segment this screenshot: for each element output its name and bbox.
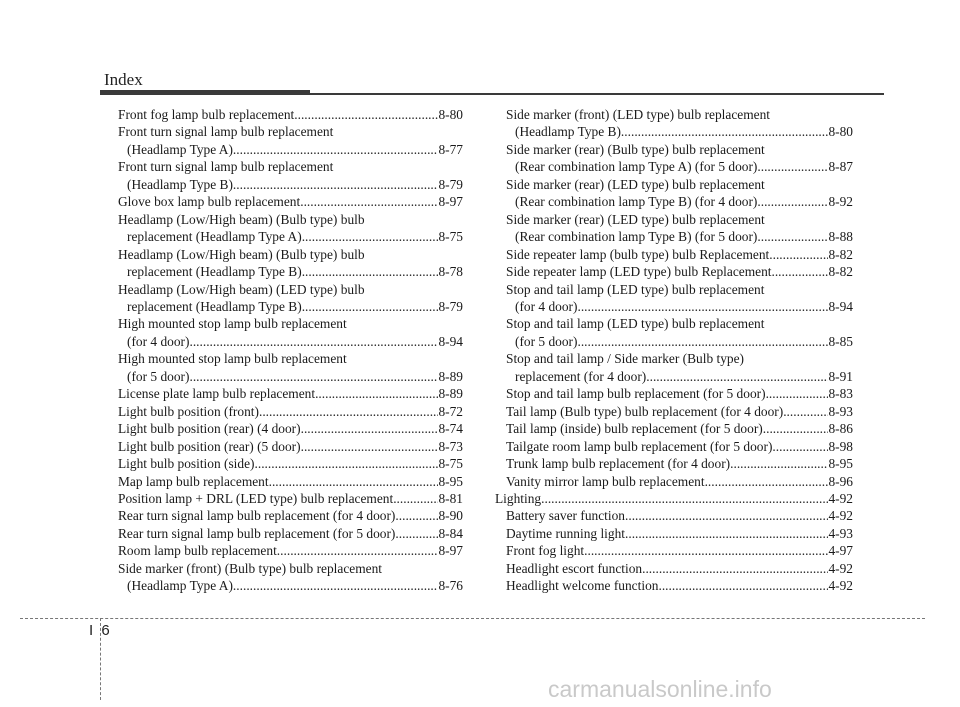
- dot-leader: [395, 525, 438, 542]
- entry-text: Daytime running light: [506, 525, 626, 541]
- page-reference: 8-83: [828, 386, 853, 402]
- page-reference: 8-96: [828, 473, 853, 489]
- page-reference: 4-93: [828, 525, 853, 541]
- index-entry: [495, 385, 853, 402]
- page-number: [89, 622, 112, 639]
- dot-leader: [769, 246, 828, 263]
- page-reference: 8-85: [828, 333, 853, 349]
- index-entry: [118, 420, 463, 437]
- entry-text: Side repeater lamp (bulb type) bulb Replacement: [506, 246, 770, 262]
- page-reference: 8-74: [438, 421, 463, 437]
- entry-text: Light bulb position (rear) (4 door): [118, 421, 301, 437]
- index-entry: [495, 106, 853, 141]
- page-title: Index: [104, 70, 143, 89]
- page-reference: 8-80: [438, 107, 463, 122]
- index-entry: [118, 350, 463, 385]
- index-entry: [495, 577, 853, 594]
- page-reference: 8-88: [828, 229, 853, 245]
- dot-leader: [763, 420, 829, 437]
- dot-leader: [233, 141, 439, 158]
- footer-rule: [20, 618, 925, 619]
- entry-text: Map lamp bulb replacement: [118, 473, 269, 489]
- page-reference: 8-91: [828, 368, 853, 384]
- page-reference: 4-92: [828, 560, 853, 576]
- index-entry: [495, 246, 853, 263]
- entry-text: Front fog light: [506, 543, 585, 559]
- dot-leader: [772, 438, 828, 455]
- dot-leader: [233, 176, 439, 193]
- index-entry: [495, 263, 853, 280]
- dot-leader: [584, 542, 828, 559]
- entry-text: Rear turn signal lamp bulb replacement (for 5 door): [118, 525, 396, 541]
- page-reference: 8-92: [828, 194, 853, 210]
- index-entry: [495, 507, 853, 524]
- index-entry: [495, 525, 853, 542]
- dot-leader: [302, 228, 439, 245]
- entry-text: Headlamp (Low/High beam) (Bulb type) bulb: [118, 246, 365, 262]
- entry-text: Position lamp + DRL (LED type) bulb replacement: [118, 490, 394, 506]
- entry-text: High mounted stop lamp bulb replacement: [118, 316, 347, 332]
- page-reference: 8-84: [438, 525, 463, 541]
- section-letter: I: [89, 622, 96, 639]
- page-reference: 8-76: [438, 578, 463, 594]
- index-entry: [118, 473, 463, 490]
- entry-text: Trunk lamp bulb replacement (for 4 door): [506, 456, 731, 472]
- watermark: carmanualsonline.info: [548, 676, 772, 702]
- entry-text: Light bulb position (front): [118, 403, 259, 419]
- index-entry: [495, 315, 853, 350]
- entry-text: Glove box lamp bulb replacement: [118, 194, 301, 210]
- index-entry: [495, 141, 853, 176]
- entry-text: (for 4 door): [515, 298, 578, 314]
- entry-text: Front turn signal lamp bulb replacement: [118, 159, 334, 175]
- entry-text: (Headlamp Type A): [127, 141, 233, 157]
- entry-text: (Headlamp Type B): [127, 176, 233, 192]
- dot-leader: [541, 490, 828, 507]
- page-reference: 8-79: [438, 176, 463, 192]
- dot-leader: [302, 298, 439, 315]
- entry-text: replacement (Headlamp Type B): [127, 264, 302, 280]
- page-reference: 8-98: [828, 438, 853, 454]
- dot-leader: [766, 385, 829, 402]
- dot-leader: [625, 525, 828, 542]
- dot-leader: [783, 403, 828, 420]
- dot-leader: [757, 158, 828, 175]
- entry-text: (Rear combination lamp Type B) (for 4 door): [515, 194, 758, 210]
- entry-text: (Headlamp Type A): [127, 578, 233, 594]
- index-column-right: [495, 106, 853, 595]
- entry-text: replacement (Headlamp Type A): [127, 229, 302, 245]
- entry-text: Side marker (front) (Bulb type) bulb replacement: [118, 560, 383, 576]
- entry-text: (for 4 door): [127, 333, 190, 349]
- page-reference: 8-93: [828, 403, 853, 419]
- entry-text: Light bulb position (rear) (5 door): [118, 438, 301, 454]
- entry-text: Headlamp (Low/High beam) (LED type) bulb: [118, 281, 365, 297]
- entry-text: Vanity mirror lamp bulb replacement: [506, 473, 705, 489]
- entry-text: Battery saver function: [506, 508, 625, 524]
- index-entry: [495, 560, 853, 577]
- page-reference: 8-81: [438, 490, 463, 506]
- page-reference: 8-94: [438, 333, 463, 349]
- dot-leader: [269, 473, 439, 490]
- dot-leader: [395, 507, 438, 524]
- entry-text: Side marker (rear) (LED type) bulb replacement: [506, 211, 765, 227]
- dot-leader: [255, 455, 439, 472]
- dot-leader: [277, 542, 439, 559]
- index-entry: [495, 542, 853, 559]
- page-reference: 8-82: [828, 246, 853, 262]
- entry-text: (Rear combination lamp Type A) (for 5 door): [515, 159, 758, 175]
- entry-text: Room lamp bulb replacement: [118, 543, 277, 559]
- dot-leader: [705, 473, 829, 490]
- entry-text: Stop and tail lamp (LED type) bulb replacement: [506, 316, 765, 332]
- entry-text: (Rear combination lamp Type B) (for 5 door): [515, 229, 758, 245]
- index-entry: [118, 281, 463, 316]
- page-reference: 8-73: [438, 438, 463, 454]
- page-reference: 8-80: [828, 124, 853, 140]
- entry-text: Tail lamp (inside) bulb replacement (for 5 door): [506, 421, 763, 437]
- page-reference: 4-97: [828, 543, 853, 559]
- dot-leader: [315, 385, 438, 402]
- page-reference: 4-92: [828, 490, 853, 506]
- dot-leader: [233, 577, 439, 594]
- entry-text: Side repeater lamp (LED type) bulb Replacement: [506, 264, 772, 280]
- entry-text: Light bulb position (side): [118, 456, 255, 472]
- entry-text: Side marker (rear) (Bulb type) bulb replacement: [506, 141, 765, 157]
- index-entry: [118, 315, 463, 350]
- header-rule-thin: [310, 93, 884, 95]
- index-entry: [495, 211, 853, 246]
- index-entry: [495, 350, 853, 385]
- index-entry: [495, 455, 853, 472]
- page-reference: 8-97: [438, 194, 463, 210]
- index-entry: [495, 403, 853, 420]
- index-entry: [118, 385, 463, 402]
- dot-leader: [189, 333, 438, 350]
- index-entry: [495, 176, 853, 211]
- dot-leader: [189, 368, 438, 385]
- index-entry: [118, 455, 463, 472]
- page-reference: 8-94: [828, 298, 853, 314]
- dot-leader: [393, 490, 438, 507]
- page-reference: 8-89: [438, 386, 463, 402]
- page-reference: 4-92: [828, 508, 853, 524]
- page-reference: 8-75: [438, 456, 463, 472]
- index-entry: [118, 193, 463, 210]
- page-reference: 8-95: [438, 473, 463, 489]
- dot-leader: [577, 333, 828, 350]
- entry-text: (Headlamp Type B): [515, 124, 621, 140]
- dot-leader: [300, 193, 438, 210]
- dot-leader: [301, 438, 439, 455]
- page-reference: 8-75: [438, 229, 463, 245]
- index-entry: [118, 525, 463, 542]
- dot-leader: [730, 455, 828, 472]
- page-reference: 8-90: [438, 508, 463, 524]
- entry-text: (for 5 door): [127, 368, 190, 384]
- index-entry: [118, 560, 463, 595]
- index-entry: [118, 438, 463, 455]
- entry-text: (for 5 door): [515, 333, 578, 349]
- index-entry: [118, 542, 463, 559]
- entry-text: Headlamp (Low/High beam) (Bulb type) bulb: [118, 211, 365, 227]
- entry-text: Lighting: [495, 490, 542, 506]
- dot-leader: [259, 403, 438, 420]
- page-reference: 8-79: [438, 298, 463, 314]
- header-rule-thick: [100, 90, 310, 95]
- entry-text: Side marker (front) (LED type) bulb replacement: [506, 107, 770, 122]
- entry-text: Side marker (rear) (LED type) bulb replacement: [506, 176, 765, 192]
- entry-text: replacement (Headlamp Type B): [127, 298, 302, 314]
- entry-text: Headlight welcome function: [506, 578, 659, 594]
- page-reference: 8-78: [438, 264, 463, 280]
- index-entry: [118, 158, 463, 193]
- page-reference: 8-86: [828, 421, 853, 437]
- entry-text: Stop and tail lamp bulb replacement (for 5 door): [506, 386, 766, 402]
- index-entry: [118, 106, 463, 123]
- index-entry: [118, 507, 463, 524]
- index-entry: [118, 403, 463, 420]
- index-entry: [495, 490, 853, 507]
- dot-leader: [646, 368, 828, 385]
- dot-leader: [294, 106, 438, 123]
- index-column-left: [118, 106, 463, 595]
- entry-text: Front fog lamp bulb replacement: [118, 107, 295, 122]
- page-reference: 4-92: [828, 578, 853, 594]
- page-reference: 8-95: [828, 456, 853, 472]
- index-entry: [118, 246, 463, 281]
- page-reference: 8-89: [438, 368, 463, 384]
- page-reference: 8-97: [438, 543, 463, 559]
- page-digit: 6: [101, 622, 112, 639]
- index-entry: [495, 473, 853, 490]
- entry-text: Stop and tail lamp (LED type) bulb replacement: [506, 281, 765, 297]
- entry-text: Tailgate room lamp bulb replacement (for 5 door): [506, 438, 773, 454]
- dot-leader: [302, 263, 439, 280]
- dot-leader: [771, 263, 828, 280]
- entry-text: Front turn signal lamp bulb replacement: [118, 124, 334, 140]
- dot-leader: [621, 123, 829, 140]
- dot-leader: [658, 577, 828, 594]
- dot-leader: [757, 228, 828, 245]
- dot-leader: [301, 420, 439, 437]
- index-entry: [118, 211, 463, 246]
- index-entry: [495, 420, 853, 437]
- index-entry: [495, 438, 853, 455]
- entry-text: Rear turn signal lamp bulb replacement (for 4 door): [118, 508, 396, 524]
- page-reference: 8-77: [438, 141, 463, 157]
- entry-text: Tail lamp (Bulb type) bulb replacement (for 4 door): [506, 403, 784, 419]
- dot-leader: [625, 507, 828, 524]
- dot-leader: [642, 560, 828, 577]
- index-entry: [118, 123, 463, 158]
- entry-text: replacement (for 4 door): [515, 368, 647, 384]
- entry-text: Stop and tail lamp / Side marker (Bulb type): [506, 351, 745, 367]
- dot-leader: [757, 193, 828, 210]
- index-entry: [118, 490, 463, 507]
- page-reference: 8-72: [438, 403, 463, 419]
- index-entry: [495, 281, 853, 316]
- entry-text: License plate lamp bulb replacement: [118, 386, 316, 402]
- entry-text: High mounted stop lamp bulb replacement: [118, 351, 347, 367]
- page-reference: 8-82: [828, 264, 853, 280]
- entry-text: Headlight escort function: [506, 560, 643, 576]
- page-reference: 8-87: [828, 159, 853, 175]
- dot-leader: [577, 298, 828, 315]
